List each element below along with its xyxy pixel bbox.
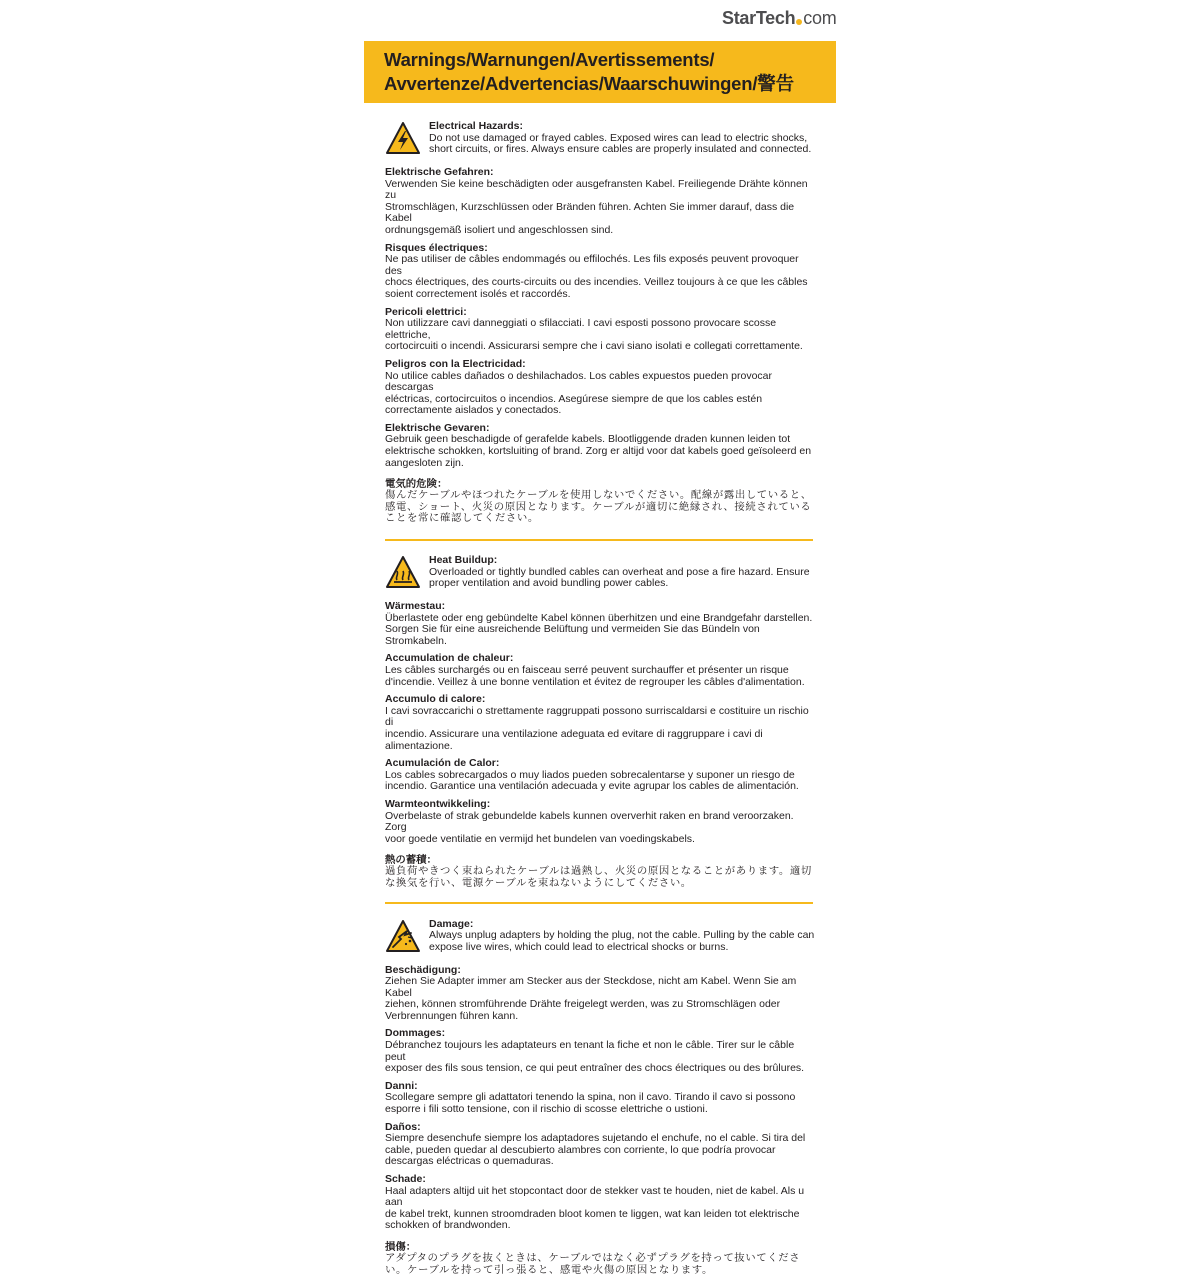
warning-heading: Warmteontwikkeling: [385,797,491,810]
warning-text-line: 過負荷やきつく束ねられたケーブルは過熱し、火災の原因となることがあります。適切 [385,865,812,878]
warning-block-it [385,694,817,752]
warning-heading: Accumulo di calore: [385,693,486,706]
warning-block-ja [385,1241,817,1276]
section-divider [385,539,813,541]
warning-text-line: Sorgen Sie für eine ausreichende Belüftung und vermeiden Sie das Bündeln von Stromkabeln. [385,623,760,647]
warning-text-line: ことを常に確認してください。 [385,512,539,525]
warning-heading: Pericoli elettrici: [385,305,467,318]
warnings-content [385,121,817,1282]
warning-text-line: Ziehen Sie Adapter immer am Stecker aus der Steckdose, nicht am Kabel. Wenn Sie am Kabel [385,975,797,999]
warning-text-line: esporre i fili sotto tensione, con il rischio di scosse elettriche o ustioni. [385,1103,708,1116]
page-title-line-1: Warnings/Warnungen/Avertissements/ [384,49,715,70]
damage-hazard-icon [385,919,421,953]
warning-block-de [385,601,817,647]
warning-text-line: Verwenden Sie keine beschädigten oder ausgefransten Kabel. Freiliegende Drähte können zu [385,177,808,202]
warning-text-line: Débranchez toujours les adaptateurs en tenant la fiche et non le câble. Tirer sur le câble peut [385,1039,795,1063]
warning-text-line: soient correctement isolés et raccordés. [385,287,571,300]
warning-text-line: Los cables sobrecargados o muy liados pueden sobrecalentarse y suponer un riesgo de [385,768,795,781]
section-heat [385,555,817,889]
warning-heading: Damage: [429,917,474,930]
warning-block-en [385,121,817,161]
warning-text-line: incendio. Garantice una ventilación adecuada y evite agrupar los cables de alimentación. [385,780,799,793]
warning-block-nl [385,423,817,469]
warning-heading: Accumulation de chaleur: [385,652,514,665]
warning-heading: Wärmestau: [385,600,446,613]
warning-text-line: ordnungsgemäß isoliert und angeschlossen sind. [385,223,614,236]
warning-block-ja [385,854,817,889]
warning-text-line: chocs électriques, des courts-circuits ou des incendies. Veillez toujours à ce que les câbles [385,276,808,289]
warning-text-line: Überlastete oder eng gebündelte Kabel können überhitzen und eine Brandgefahr darstellen. [385,611,813,624]
warning-heading: Beschädigung: [385,963,461,976]
warning-text-line: alimentazione. [385,739,453,752]
warning-text-line: cortocircuiti o incendi. Assicurarsi sempre che i cavi siano isolati e collegati correttamente. [385,340,803,353]
warning-heading: Dommages: [385,1027,446,1040]
warning-text-line: Haal adapters altijd uit het stopcontact door de stekker vast te houden, niet de kabel. Als u aan [385,1184,805,1209]
warning-block-fr [385,1028,817,1074]
warning-block-nl [385,1174,817,1232]
warning-text-line: d'incendie. Veillez à une bonne ventilation et évitez de regrouper les câbles d'alimentation. [385,675,805,688]
warning-block-it [385,1081,817,1116]
section-damage [385,919,817,1277]
warning-block-en [385,555,817,595]
warning-text-line: cable, pueden quedar al descubierto alambres con corriente, lo que podría provocar [385,1143,776,1156]
warning-text-line: 感電、ショート、火災の原因となります。ケーブルが適切に絶縁され、接続されている [385,500,812,513]
warning-text-line: Non utilizzare cavi danneggiati o sfilacciati. I cavi esposti possono provocare scosse elettriche, [385,317,777,341]
warning-heading: 熱の蓄積： [385,854,437,867]
warning-text-line: short circuits, or fires. Always ensure cables are properly insulated and connected. [429,143,812,156]
warnings-title-banner [364,41,836,103]
warning-block-nl [385,799,817,845]
warning-text-line: ziehen, können stromführende Drähte freigelegt werden, was zu Stromschlägen oder [385,998,781,1011]
warning-text-line: de kabel trekt, kunnen stroomdraden bloot komen te liggen, wat kan leiden tot elektrische [385,1207,800,1220]
logo-dot [796,19,802,25]
warning-text-line: Stromschlägen, Kurzschlüssen oder Bränden führen. Achten Sie immer darauf, dass die Kabel [385,200,795,225]
warning-text-line: incendio. Assicurare una ventilazione adeguata ed evitare di raggruppare i cavi di [385,727,763,740]
page-title-line-2: Avvertenze/Advertencias/Waarschuwingen/警告 [384,73,794,94]
warning-text-line: Gebruik geen beschadigde of gerafelde kabels. Blootliggende draden kunnen leiden tot [385,433,791,446]
warning-block-fr [385,653,817,688]
warning-text-line: な換気を行い、電源ケーブルを束ねないようにしてください。 [385,876,692,889]
warning-block-fr [385,243,817,301]
warning-heading: Electrical Hazards: [429,120,523,132]
logo-text-bold: StarTech [722,8,796,28]
warning-text-line: elektrische schokken, kortsluiting of brand. Zorg er altijd voor dat kabels goed geïsoleerd en [385,445,812,458]
warning-text-line: proper ventilation and avoid bundling power cables. [429,577,669,590]
warning-text-line: Verbrennungen führen kann. [385,1009,519,1022]
warning-text-line: Overloaded or tightly bundled cables can overheat and pose a fire hazard. Ensure [429,565,810,578]
warning-block-it [385,307,817,353]
warning-text-line: Scollegare sempre gli adattatori tenendo la spina, non il cavo. Tirando il cavo si possono [385,1091,796,1104]
warning-text-line: アダプタのプラグを抜くときは、ケーブルではなく必ずプラグを持って抜いてくださ [385,1251,801,1264]
warning-text-line: correctamente aislados y conectados. [385,404,562,417]
electrical-hazard-icon [385,121,421,155]
warning-heading: Peligros con la Electricidad: [385,357,526,370]
warning-text-line: schokken of brandwonden. [385,1219,511,1232]
warning-heading: Risques électriques: [385,241,488,254]
warning-text-line: Overbelaste of strak gebundelde kabels kunnen oververhit raken en brand veroorzaken. Zorg [385,809,794,834]
section-electrical [385,121,817,525]
startech-logo [722,8,836,32]
warning-heading: 電気的危険： [385,478,448,491]
warning-text-line: eléctricas, cortocircuitos o incendios. Asegúrese siempre de que los cables estén [385,392,763,405]
warning-text-line: expose live wires, which could lead to electrical shocks or burns. [429,940,729,953]
warning-text-line: い。ケーブルを持って引っ張ると、感電や火傷の原因となります。 [385,1263,713,1276]
warning-heading: Elektrische Gefahren: [385,166,494,178]
warning-block-de [385,167,817,237]
warning-text-line: descargas eléctricas o quemaduras. [385,1155,554,1168]
warning-text-line: Always unplug adapters by holding the plug, not the cable. Pulling by the cable can [429,929,815,942]
warning-text-line: voor goede ventilatie en vermijd het bundelen van voedingskabels. [385,832,695,845]
logo-text-light: com [803,8,837,28]
warning-heading: Danni: [385,1079,418,1092]
warning-block-es [385,758,817,793]
warning-heading: Elektrische Gevaren: [385,421,490,434]
warning-text-line: No utilice cables dañados o deshilachados. Los cables expuestos pueden provocar descargas [385,369,773,394]
warning-heading: Heat Buildup: [429,554,498,567]
warning-text-line: I cavi sovraccarichi o strettamente raggruppati possono surriscaldarsi e costituire un rischio di [385,704,809,729]
warning-block-de [385,965,817,1023]
warning-text-line: aangesloten zijn. [385,456,464,469]
warning-text-line: Ne pas utiliser de câbles endommagés ou effilochés. Les fils exposés peuvent provoquer des [385,253,799,277]
warning-text-line: Les câbles surchargés ou en faisceau serré peuvent surchauffer et présenter un risque [385,664,789,676]
warning-heading: Acumulación de Calor: [385,757,500,770]
warning-block-ja [385,478,817,525]
warning-heading: Schade: [385,1173,426,1185]
heat-buildup-icon [385,555,421,589]
warning-text-line: Do not use damaged or frayed cables. Exposed wires can lead to electric shocks, [429,131,808,144]
warning-block-es [385,359,817,417]
section-divider [385,902,813,904]
warning-heading: 損傷： [385,1240,417,1253]
warning-block-es [385,1122,817,1168]
warning-block-en [385,919,817,959]
warning-text-line: exposer des fils sous tension, ce qui peut entraîner des chocs électriques ou des brûlures. [385,1062,805,1075]
warning-heading: Daños: [385,1120,421,1133]
warning-text-line: 傷んだケーブルやほつれたケーブルを使用しないでください。配線が露出していると、 [385,489,812,502]
warning-text-line: Siempre desenchufe siempre los adaptadores sujetando el enchufe, no el cable. Si tira del [385,1132,806,1145]
